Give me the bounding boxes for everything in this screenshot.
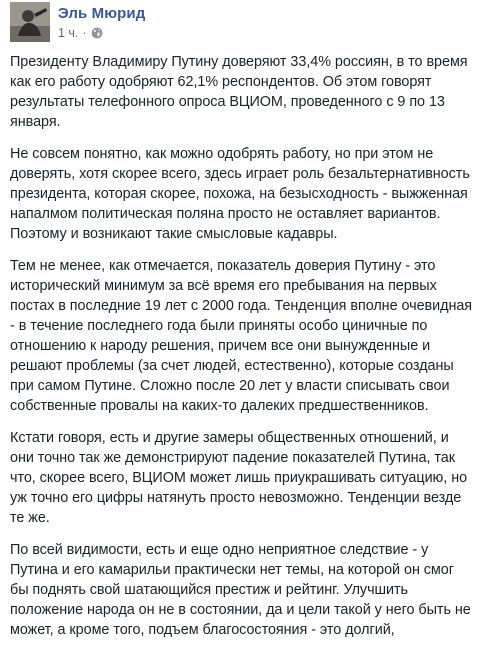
globe-icon[interactable]: [91, 27, 103, 39]
text-line: Путина и его камарильи практически нет темы, на которой он смог: [10, 562, 454, 578]
paragraph-3: [10, 256, 488, 416]
text-line: решают проблемы (за счет людей, естественно), которые созданы: [10, 358, 454, 374]
text-line: постах в последние 19 лет с 2000 года. Тенденция вполне очевидная: [10, 298, 473, 314]
text-line: Тем не менее, как отмечается, показатель доверия Путину - это: [10, 258, 436, 274]
avatar[interactable]: [10, 2, 50, 42]
text-line: при самом Путине. Сложно после 20 лет у власти списывать свои: [10, 378, 450, 394]
avatar-image: [10, 2, 50, 42]
text-line: уж точно его цифры натянуть просто невозможно. Тенденции везде: [10, 490, 462, 506]
text-line: положение народа он не в состоянии, да и цели такой у него быть не: [10, 602, 471, 618]
text-line: может, а кроме того, подъем благосостояния - это долгий,: [10, 622, 395, 638]
text-line: те же.: [10, 510, 50, 526]
text-line: января.: [10, 114, 61, 130]
text-line: исторический минимум за всё время его пребывания на первых: [10, 278, 437, 294]
text-line: они точно так же демонстрируют падение показателей Путина, так: [10, 450, 455, 466]
text-line: Президенту Владимиру Путину доверяют 33,4% россиян, в то время: [10, 54, 468, 70]
author-name[interactable]: Эль Мюрид: [58, 5, 146, 22]
text-line: бы поднять свой шатающийся престиж и рейтинг. Улучшить: [10, 582, 409, 598]
text-line: результаты телефонного опроса ВЦИОМ, проведенного с 9 по 13: [10, 94, 445, 110]
post-timestamp[interactable]: 1 ч.: [58, 26, 79, 40]
text-line: Кстати говоря, есть и другие замеры общественных отношений, и: [10, 430, 449, 446]
text-line: доверять, хотя скорее всего, здесь играет роль безальтернативность: [10, 166, 470, 182]
text-line: президента, которая скорее, похожа, на безысходность - выжженная: [10, 186, 468, 202]
post-meta: [58, 26, 103, 40]
text-line: отношению к народу решения, причем все они вынужденные и: [10, 338, 431, 354]
text-line: - в течение последнего года были приняты особо циничные по: [10, 318, 428, 334]
paragraph-5: [10, 540, 488, 640]
text-line: напалмом политическая поляна просто не оставляет вариантов.: [10, 206, 441, 222]
paragraph-4: [10, 428, 488, 528]
paragraph-1: [10, 52, 488, 132]
text-line: По всей видимости, есть и еще одно неприятное следствие - у: [10, 542, 429, 558]
meta-separator: ·: [82, 26, 87, 40]
post-body: [10, 52, 488, 652]
post-header: [10, 2, 484, 42]
text-line: Поэтому и возникают такие смысловые кадавры.: [10, 226, 338, 242]
text-line: как его работу одобряют 62,1% респондентов. Об этом говорят: [10, 74, 432, 90]
text-line: Не совсем понятно, как можно одобрять работу, но при этом не: [10, 146, 434, 162]
paragraph-2: [10, 144, 488, 244]
text-line: что, скорее всего, ВЦИОМ может лишь приукрашивать ситуацию, но: [10, 470, 468, 486]
text-line: собственные провалы на каких-то далеких предшественников.: [10, 398, 429, 414]
